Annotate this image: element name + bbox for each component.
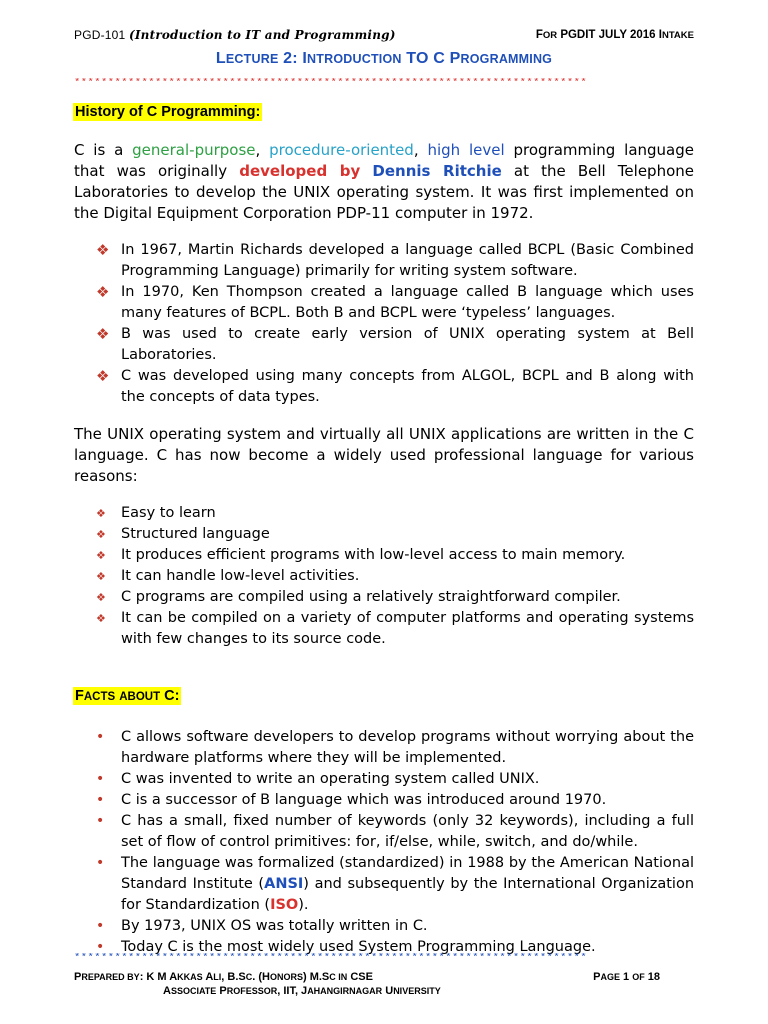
list-item: • By 1973, UNIX OS was totally written in C.	[96, 916, 694, 937]
history-intro-paragraph: C is a general-purpose, procedure-oriented, high level programming language that was originally developed by Dennis Ritchie at the Bell Telephone Laboratories to develop the UNIX operating system. It was first implemented on the Digital Equipment Corporation PDP-11 computer in 1972.	[74, 141, 694, 222]
diamond-bullet-icon: ❖	[96, 367, 110, 385]
diamond-bullet-icon: ❖	[96, 549, 106, 562]
dot-bullet-icon: •	[96, 939, 105, 955]
footer-affiliation: ASSOCIATE PROFESSOR, IIT, JAHANGIRNAGAR UNIVERSITY	[163, 985, 441, 997]
list-item: ❖ C was developed using many concepts from ALGOL, BCPL and B along with the concepts of data types.	[96, 367, 694, 405]
diamond-bullet-icon: ❖	[96, 283, 110, 301]
list-item: • C was invented to write an operating system called UNIX.	[96, 769, 694, 790]
list-item: ❖ Structured language	[96, 524, 694, 545]
course-header	[74, 28, 396, 42]
diamond-bullet-icon: ❖	[96, 528, 106, 541]
dot-bullet-icon: •	[96, 771, 105, 787]
dot-bullet-icon: •	[96, 855, 105, 871]
list-item: ❖ B was used to create early version of UNIX operating system at Bell Laboratories.	[96, 325, 694, 363]
course-name: (Introduction to IT and Programming)	[128, 28, 396, 42]
section-heading-history: History of C Programming:	[75, 104, 261, 120]
divider-stars-top: ****************************************************************************	[74, 78, 588, 89]
footer-prepared-by: PREPARED BY: K M AKKAS ALI, B.SC. (HONORS) M.SC IN CSE	[74, 971, 373, 983]
facts-list	[96, 727, 694, 958]
diamond-bullet-icon: ❖	[96, 325, 110, 343]
list-item: • C has a small, fixed number of keywords (only 32 keywords), including a full set of flow of control primitives: for, if/else, while, switch, and do/while.	[96, 813, 694, 850]
diamond-bullet-icon: ❖	[96, 241, 110, 259]
list-item: ❖ It produces efficient programs with low-level access to main memory.	[96, 545, 694, 566]
diamond-bullet-icon: ❖	[96, 507, 106, 520]
list-item: • Today C is the most widely used System Programming Language.	[96, 937, 694, 958]
dot-bullet-icon: •	[96, 918, 105, 934]
section-heading-facts: FACTS ABOUT C:	[75, 688, 180, 704]
page-title: LECTURE 2: INTRODUCTION TO C PROGRAMMING	[215, 50, 553, 67]
course-code: PGD-101	[74, 28, 126, 42]
intake-header: FOR PGDIT JULY 2016 INTAKE	[535, 29, 694, 41]
list-item: • The language was formalized (standardized) in 1988 by the American National Standard Institute (ANSI) and subsequently by the International Organization for Standardization (ISO).	[96, 855, 695, 913]
list-item: ❖ It can be compiled on a variety of computer platforms and operating systems with few changes to its source code.	[96, 610, 694, 647]
list-item: ❖ It can handle low-level activities.	[96, 566, 694, 587]
unix-paragraph: The UNIX operating system and virtually all UNIX applications are written in the C language. C has now become a widely used professional language for various reasons:	[74, 425, 694, 485]
list-item: ❖ Easy to learn	[96, 503, 694, 524]
divider-stars-bottom: ****************************************************************************	[74, 953, 588, 964]
list-item: ❖ C programs are compiled using a relatively straightforward compiler.	[96, 587, 694, 608]
dot-bullet-icon: •	[96, 813, 105, 829]
list-item: • C is a successor of B language which was introduced around 1970.	[96, 790, 694, 811]
footer-page-number: PAGE 1 OF 18	[593, 971, 660, 983]
reasons-list	[96, 503, 694, 650]
diamond-bullet-icon: ❖	[96, 591, 106, 604]
dot-bullet-icon: •	[96, 792, 105, 808]
diamond-bullet-icon: ❖	[96, 612, 106, 625]
dot-bullet-icon: •	[96, 729, 105, 745]
list-item: ❖ In 1970, Ken Thompson created a language called B language which uses many features of BCPL. Both B and BCPL were ‘typeless’ languages.	[96, 283, 694, 321]
diamond-bullet-icon: ❖	[96, 570, 106, 583]
list-item: • C allows software developers to develop programs without worrying about the hardware platforms where they will be implemented.	[96, 729, 694, 766]
list-item: ❖ In 1967, Martin Richards developed a language called BCPL (Basic Combined Programming Language) primarily for writing system software.	[96, 241, 694, 279]
history-bullet-list	[96, 240, 694, 408]
